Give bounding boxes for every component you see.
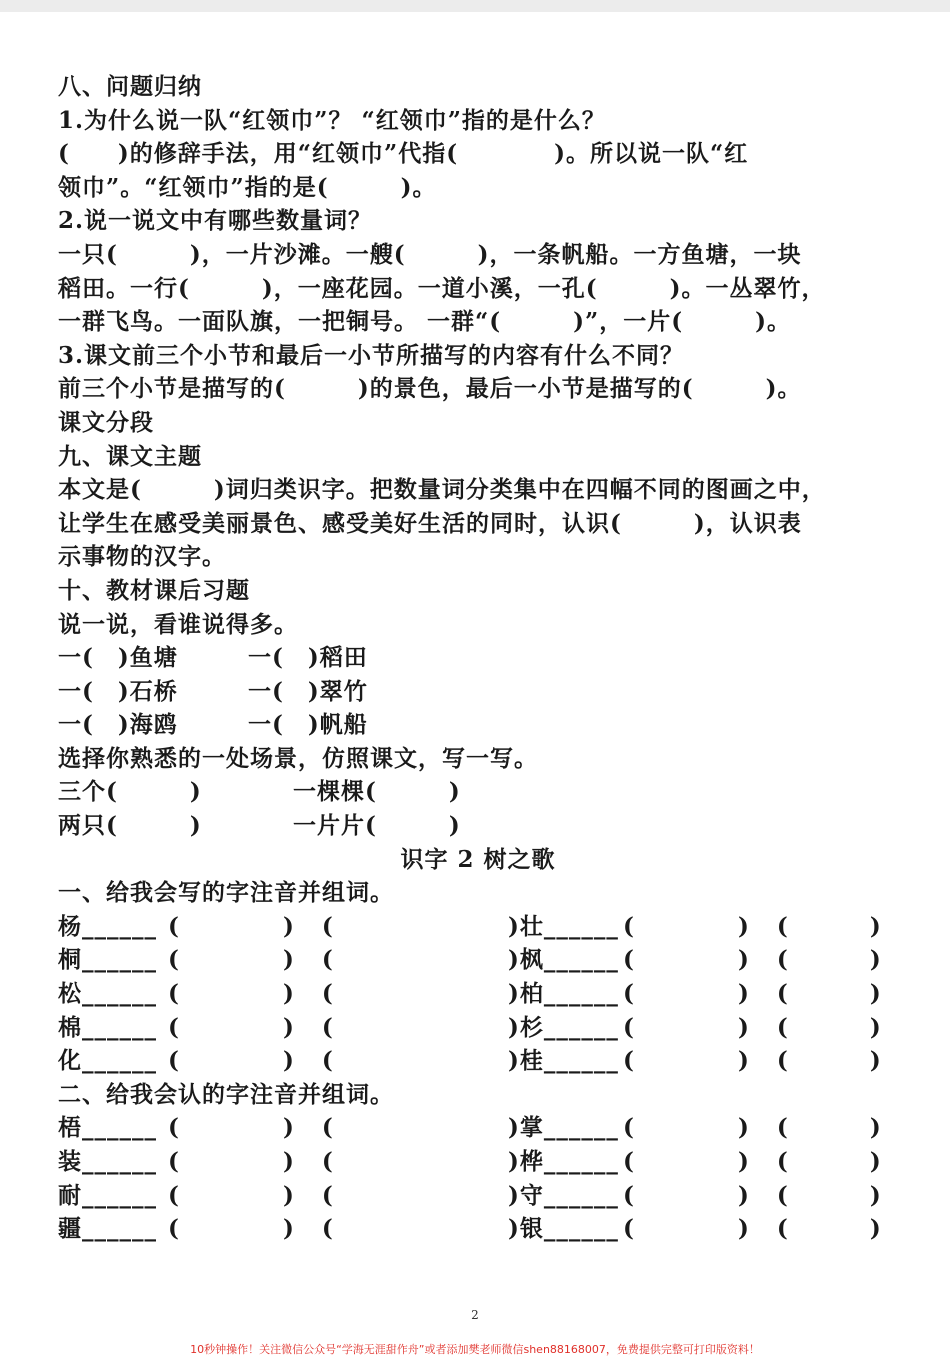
paren-close: ) xyxy=(283,1181,295,1209)
character: 桦 xyxy=(519,1148,544,1175)
pinyin-blank: ______ xyxy=(543,1013,619,1041)
paren-close: ) xyxy=(508,980,520,1008)
paren-close: ) xyxy=(508,1047,520,1075)
character-with-blank xyxy=(58,1179,168,1213)
character-with-blank xyxy=(58,977,168,1011)
measure-word-item: 一( )翠竹 xyxy=(248,677,368,705)
character-with-blank xyxy=(58,943,168,977)
question-1-answer-line-2: 领巾”。“红领巾”指的是( )。 xyxy=(58,173,437,201)
paren-close: ) xyxy=(508,1148,520,1175)
paren-pair xyxy=(283,1044,508,1078)
section-9-title: 九、课文主题 xyxy=(58,442,202,470)
document-body xyxy=(58,70,898,1246)
paren-close: ) xyxy=(508,1114,520,1142)
paren-open: ( xyxy=(623,912,635,940)
exercise-prompt-2: 选择你熟悉的一处场景，仿照课文，写一写。 xyxy=(58,744,538,772)
character-with-blank xyxy=(508,1179,623,1213)
character-with-blank xyxy=(58,1011,168,1045)
pinyin-blank: ______ xyxy=(82,980,157,1008)
theme-line-3: 示事物的汉字。 xyxy=(58,543,226,571)
question-2-answer-line-1: 一只( )，一片沙滩。一艘( )，一条帆船。一方鱼塘，一块 xyxy=(58,240,802,268)
character: 棉 xyxy=(58,1013,82,1041)
paren-pair xyxy=(738,1212,882,1246)
paren-open: ( xyxy=(168,912,180,940)
paren-open: ( xyxy=(168,946,180,974)
pinyin-blank: ______ xyxy=(82,1181,157,1209)
paren-open: ( xyxy=(776,946,789,974)
character-with-blank xyxy=(508,977,623,1011)
paren-open: ( xyxy=(321,1013,334,1041)
character: 壮 xyxy=(519,912,544,940)
pinyin-blank: ______ xyxy=(82,946,157,974)
paren-close: ) xyxy=(283,1047,295,1075)
measure-word-item: 一( )鱼塘 xyxy=(58,644,178,672)
write-row xyxy=(58,775,898,809)
measure-word-item: 一( )海鸥 xyxy=(58,711,178,739)
paren-open: ( xyxy=(776,912,789,940)
write-item: 一片片( ) xyxy=(293,812,461,840)
paren-open: ( xyxy=(776,1148,789,1175)
paren-close: ) xyxy=(508,1013,520,1041)
character-with-blank xyxy=(508,1212,623,1246)
character: 松 xyxy=(58,980,82,1008)
character: 杨 xyxy=(58,912,82,940)
paren-open: ( xyxy=(623,1181,635,1209)
part-2-title: 二、给我会认的字注音并组词。 xyxy=(58,1080,394,1108)
paren-open: ( xyxy=(623,1013,635,1041)
paren-open: ( xyxy=(321,980,334,1008)
paren-close: ) xyxy=(738,1148,750,1175)
paren-open: ( xyxy=(321,1181,334,1209)
reading-characters-table xyxy=(58,1111,898,1245)
character: 银 xyxy=(519,1215,544,1243)
paren-pair xyxy=(283,943,508,977)
pinyin-blank: ______ xyxy=(82,1114,157,1142)
character: 桂 xyxy=(519,1047,544,1075)
paren-open: ( xyxy=(168,1047,180,1075)
paren-open: ( xyxy=(623,946,635,974)
character-with-blank xyxy=(508,1111,623,1145)
paren-open: ( xyxy=(776,1181,789,1209)
write-item: 两只( ) xyxy=(58,812,202,840)
paren-open: ( xyxy=(168,980,180,1008)
paren-close: ) xyxy=(283,1215,295,1243)
measure-word-row xyxy=(58,675,898,709)
character-row xyxy=(58,977,898,1011)
paren-pair xyxy=(283,1111,508,1145)
paren-pair xyxy=(283,1179,508,1213)
pinyin-blank: ______ xyxy=(543,1148,619,1175)
pinyin-blank: ______ xyxy=(543,1047,619,1075)
paren-open: ( xyxy=(321,1215,334,1243)
footer-notice: 10秒钟操作！关注微信公众号“学海无涯甜作舟”或者添加樊老师微信shen88168007，免费提供完整可打印版资料！ xyxy=(190,1343,760,1356)
measure-word-item: 一( )帆船 xyxy=(248,711,368,739)
character: 耐 xyxy=(58,1181,82,1209)
pinyin-blank: ______ xyxy=(82,1047,157,1075)
page-number: 2 xyxy=(471,1308,479,1322)
question-1-answer-line-1: ( )的修辞手法，用“红领巾”代指( )。所以说一队“红 xyxy=(58,140,749,168)
character-with-blank xyxy=(508,1044,623,1078)
paren-open: ( xyxy=(168,1181,180,1209)
paren-close: ) xyxy=(283,946,295,974)
part-1-title: 一、给我会写的字注音并组词。 xyxy=(58,879,394,907)
paren-open: ( xyxy=(623,1215,635,1243)
paren-open: ( xyxy=(776,1114,789,1142)
write-item: 三个( ) xyxy=(58,778,202,806)
paren-open: ( xyxy=(168,1148,180,1175)
paren-open: ( xyxy=(168,1114,180,1142)
paren-pair xyxy=(738,943,882,977)
paren-close: ) xyxy=(869,1013,882,1041)
pinyin-blank: ______ xyxy=(82,1013,157,1041)
paren-close: ) xyxy=(738,1181,750,1209)
section-10-title: 十、教材课后习题 xyxy=(58,576,250,604)
lesson-title: 识字 2 树之歌 xyxy=(400,845,556,873)
paren-pair xyxy=(283,977,508,1011)
paren-pair xyxy=(283,1212,508,1246)
character: 梧 xyxy=(58,1114,82,1142)
character: 枫 xyxy=(519,946,544,974)
paren-open: ( xyxy=(623,980,635,1008)
paren-pair xyxy=(738,977,882,1011)
paren-close: ) xyxy=(869,1181,882,1209)
character: 守 xyxy=(519,1181,544,1209)
character-row xyxy=(58,1212,898,1246)
paren-open: ( xyxy=(168,1215,180,1243)
character: 桐 xyxy=(58,946,82,974)
paren-pair xyxy=(738,1111,882,1145)
section-8-title: 八、问题归纳 xyxy=(58,73,202,100)
paren-close: ) xyxy=(738,912,750,940)
paren-open: ( xyxy=(321,1047,334,1075)
paren-close: ) xyxy=(738,980,750,1008)
paren-close: ) xyxy=(283,1114,295,1142)
pinyin-blank: ______ xyxy=(543,980,619,1008)
paren-pair xyxy=(283,910,508,944)
paren-close: ) xyxy=(283,980,295,1008)
paren-close: ) xyxy=(869,1148,882,1175)
paren-open: ( xyxy=(776,980,789,1008)
paren-close: ) xyxy=(869,1215,882,1243)
character: 掌 xyxy=(519,1114,544,1142)
paren-close: ) xyxy=(283,1148,295,1175)
character-with-blank xyxy=(508,910,623,944)
paren-open: ( xyxy=(321,946,334,974)
paren-close: ) xyxy=(738,1215,750,1243)
paren-open: ( xyxy=(623,1148,635,1175)
character: 柏 xyxy=(519,980,544,1008)
paren-pair xyxy=(738,1179,882,1213)
character-row xyxy=(58,1179,898,1213)
paren-close: ) xyxy=(508,946,520,974)
question-1: 1.为什么说一队“红领巾”？ “红领巾”指的是什么？ xyxy=(58,106,606,134)
character-with-blank xyxy=(58,910,168,944)
question-3-answer-line-2: 课文分段 xyxy=(58,408,154,436)
paren-open: ( xyxy=(623,1047,635,1075)
paren-open: ( xyxy=(776,1013,789,1041)
paren-close: ) xyxy=(738,1047,750,1075)
question-3: 3.课文前三个小节和最后一小节所描写的内容有什么不同？ xyxy=(58,341,685,369)
paren-close: ) xyxy=(869,1114,882,1142)
paren-close: ) xyxy=(738,1114,750,1142)
question-2-answer-line-3: 一群飞鸟。一面队旗，一把铜号。 一群“( )”，一片( )。 xyxy=(58,308,791,336)
question-2: 2.说一说文中有哪些数量词？ xyxy=(58,207,373,235)
pinyin-blank: ______ xyxy=(543,1114,619,1142)
paren-pair xyxy=(283,1145,508,1179)
paren-pair xyxy=(738,1145,882,1179)
paren-close: ) xyxy=(283,1013,295,1041)
measure-word-item: 一( )石桥 xyxy=(58,677,178,705)
paren-close: ) xyxy=(869,980,882,1008)
character-row xyxy=(58,1111,898,1145)
character: 化 xyxy=(58,1047,82,1075)
write-row xyxy=(58,809,898,843)
theme-line-2: 让学生在感受美丽景色、感受美好生活的同时，认识( )，认识表 xyxy=(58,509,802,537)
paren-close: ) xyxy=(738,1013,750,1041)
character-with-blank xyxy=(58,1212,168,1246)
question-3-answer-line-1: 前三个小节是描写的( )的景色，最后一小节是描写的( )。 xyxy=(58,375,802,403)
measure-word-item: 一( )稻田 xyxy=(248,644,368,672)
paren-close: ) xyxy=(283,912,295,940)
paren-close: ) xyxy=(508,1181,520,1209)
measure-word-row xyxy=(58,708,898,742)
character-row xyxy=(58,943,898,977)
paren-open: ( xyxy=(321,1114,334,1142)
paren-pair xyxy=(738,1044,882,1078)
paren-open: ( xyxy=(776,1215,789,1243)
character-with-blank xyxy=(508,943,623,977)
writing-characters-table xyxy=(58,910,898,1078)
character-with-blank xyxy=(58,1044,168,1078)
write-item: 一棵棵( ) xyxy=(293,778,461,806)
paren-open: ( xyxy=(168,1013,180,1041)
character-row xyxy=(58,1044,898,1078)
pinyin-blank: ______ xyxy=(82,912,157,940)
paren-open: ( xyxy=(321,912,334,940)
character-with-blank xyxy=(508,1011,623,1045)
paren-close: ) xyxy=(869,912,882,940)
paren-close: ) xyxy=(508,1215,520,1243)
character-with-blank xyxy=(58,1145,168,1179)
question-2-answer-line-2: 稻田。一行( )，一座花园。一道小溪，一孔( )。一丛翠竹， xyxy=(58,274,826,302)
paren-close: ) xyxy=(508,912,520,940)
pinyin-blank: ______ xyxy=(82,1215,157,1243)
character: 装 xyxy=(58,1148,82,1175)
paren-pair xyxy=(738,1011,882,1045)
character: 疆 xyxy=(58,1215,82,1243)
pinyin-blank: ______ xyxy=(543,1215,619,1243)
paren-open: ( xyxy=(623,1114,635,1142)
pinyin-blank: ______ xyxy=(543,946,619,974)
character-row xyxy=(58,910,898,944)
character-with-blank xyxy=(508,1145,623,1179)
exercise-prompt-1: 说一说，看谁说得多。 xyxy=(58,610,298,638)
paren-pair xyxy=(283,1011,508,1045)
character: 杉 xyxy=(519,1013,544,1041)
pinyin-blank: ______ xyxy=(543,1181,619,1209)
paren-close: ) xyxy=(869,1047,882,1075)
pinyin-blank: ______ xyxy=(82,1148,157,1175)
paren-open: ( xyxy=(776,1047,789,1075)
viewer-top-bar xyxy=(0,0,950,12)
character-with-blank xyxy=(58,1111,168,1145)
character-row xyxy=(58,1145,898,1179)
theme-line-1: 本文是( )词归类识字。把数量词分类集中在四幅不同的图画之中， xyxy=(58,476,826,504)
paren-open: ( xyxy=(321,1148,334,1175)
character-row xyxy=(58,1011,898,1045)
measure-word-row xyxy=(58,641,898,675)
paren-close: ) xyxy=(738,946,750,974)
pinyin-blank: ______ xyxy=(543,912,619,940)
paren-close: ) xyxy=(869,946,882,974)
paren-pair xyxy=(738,910,882,944)
